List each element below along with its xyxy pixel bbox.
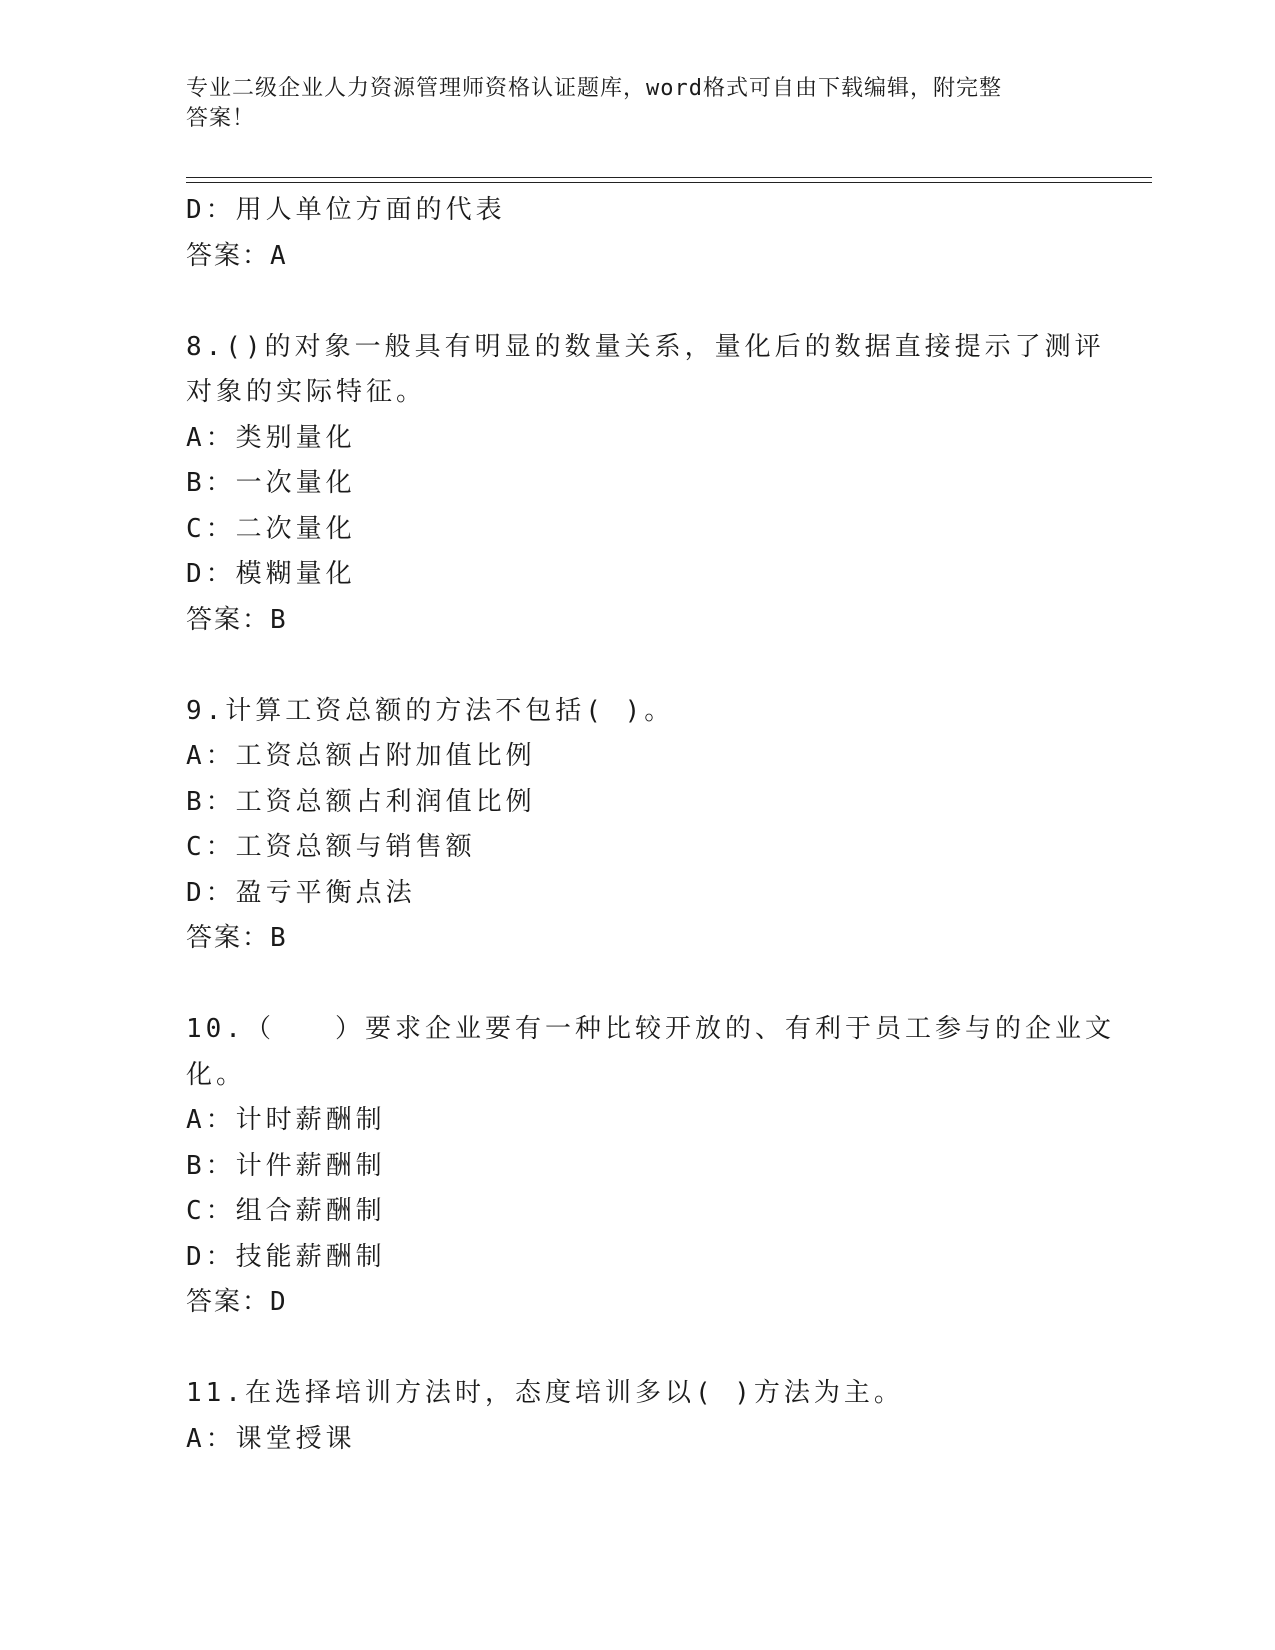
question-9-option-b: B：工资总额占利润值比例 <box>186 786 536 817</box>
header-divider-top <box>186 177 1152 178</box>
prev-answer: 答案：A <box>186 240 288 271</box>
question-11-option-a: A：课堂授课 <box>186 1423 356 1454</box>
question-9-option-c: C：工资总额与销售额 <box>186 832 476 862</box>
question-8-option-c: C：二次量化 <box>186 513 356 544</box>
question-10-answer: 答案：D <box>186 1287 288 1317</box>
prev-option-d: D：用人单位方面的代表 <box>186 195 506 225</box>
question-10-option-c: C：组合薪酬制 <box>186 1196 386 1226</box>
question-9-stem-line-1: 9.计算工资总额的方法不包括( )。 <box>186 695 675 726</box>
question-11-stem-line-1: 11.在选择培训方法时，态度培训多以( )方法为主。 <box>186 1378 904 1408</box>
spacer <box>186 962 1086 1008</box>
question-10-option-b: B：计件薪酬制 <box>186 1150 386 1181</box>
page-header <box>186 74 1066 134</box>
question-10-stem-line-2: 化。 <box>186 1059 247 1090</box>
question-8-stem-line-1: 8.()的对象一般具有明显的数量关系，量化后的数据直接提示了测评 <box>186 331 1105 362</box>
question-8-option-a: A：类别量化 <box>186 422 356 453</box>
question-10-option-a: A：计时薪酬制 <box>186 1105 386 1135</box>
question-8-stem-line-2: 对象的实际特征。 <box>186 377 427 407</box>
header-line-1: 专业二级企业人力资源管理师资格认证题库，word格式可自由下载编辑，附完整 <box>186 76 1002 101</box>
question-9-option-d: D：盈亏平衡点法 <box>186 877 416 908</box>
spacer <box>186 279 1086 325</box>
question-10-option-d: D：技能薪酬制 <box>186 1241 386 1272</box>
question-10-stem-line-1: 10.（ ）要求企业要有一种比较开放的、有利于员工参与的企业文 <box>186 1014 1115 1044</box>
question-8-option-b: B：一次量化 <box>186 468 356 498</box>
question-list <box>186 188 1115 1462</box>
question-8-option-d: D：模糊量化 <box>186 559 356 589</box>
question-8-answer: 答案：B <box>186 604 288 635</box>
header-divider-bottom <box>186 182 1152 183</box>
header-line-2: 答案！ <box>186 106 256 131</box>
spacer <box>186 1326 1086 1372</box>
question-9-answer: 答案：B <box>186 923 288 953</box>
question-9-option-a: A：工资总额占附加值比例 <box>186 741 536 771</box>
spacer <box>186 643 1086 689</box>
